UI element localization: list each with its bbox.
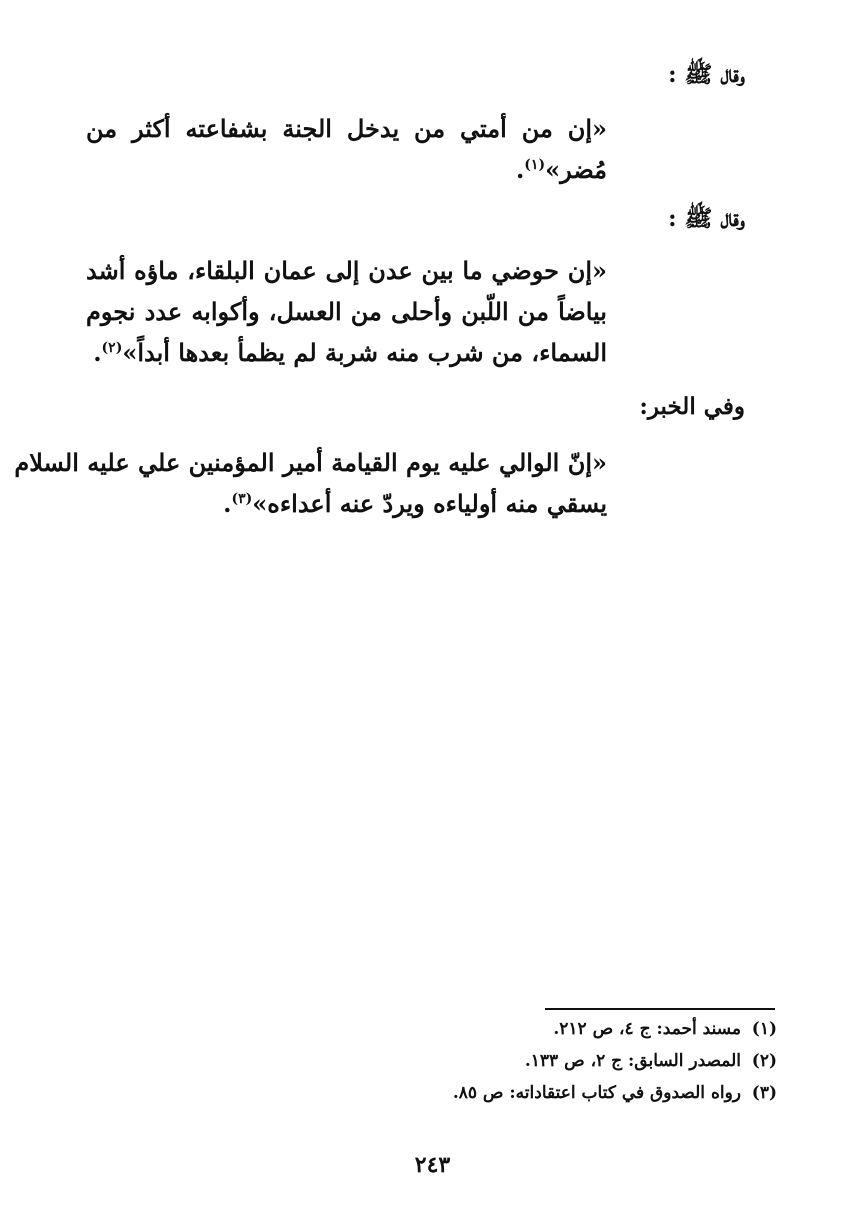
quote-block-3 bbox=[14, 442, 607, 524]
quote-line: «إن من أمتي من يدخل الجنة بشفاعته أكثر من bbox=[86, 114, 607, 143]
footnote-2 bbox=[525, 1050, 777, 1072]
quote-line-text: يسقي منه أولياءه ويردّ عنه أعداءه» bbox=[252, 489, 607, 518]
footnote-ref: (٢) bbox=[101, 340, 123, 356]
page-number: ٢٤٣ bbox=[414, 1152, 451, 1178]
footnote-ref: (٣) bbox=[231, 491, 253, 507]
quote-line: بياضاً من اللّبن وأحلى من العسل، وأكوابه عدد نجوم bbox=[86, 297, 607, 326]
quote-line: «إنّ الوالي عليه يوم القيامة أمير المؤمنين علي عليه السلام bbox=[14, 448, 607, 477]
intro-heading-1: وقال ﷺ : bbox=[668, 61, 745, 88]
footnote-1 bbox=[553, 1018, 777, 1040]
footnote-divider bbox=[545, 1008, 775, 1010]
period: . bbox=[223, 489, 232, 518]
footnote-text: مسند أحمد: ج ٤، ص ٢١٢. bbox=[553, 1019, 741, 1039]
footnote-text: المصدر السابق: ج ٢، ص ١٣٣. bbox=[524, 1051, 741, 1071]
quote-line: «إن حوضي ما بين عدن إلى عمان البلقاء، ماؤه أشد bbox=[86, 256, 607, 285]
quote-line-last bbox=[86, 149, 607, 190]
footnote-3 bbox=[453, 1082, 777, 1104]
footnote-text: رواه الصدوق في كتاب اعتقاداته: ص ٨٥. bbox=[452, 1083, 741, 1103]
footnote-ref: (١) bbox=[524, 157, 546, 173]
intro-heading-2: وقال ﷺ : bbox=[668, 205, 745, 232]
quote-line-text: مُضر» bbox=[545, 155, 607, 184]
quote-block-1 bbox=[86, 108, 607, 190]
footnote-number: (١) bbox=[751, 1019, 777, 1039]
quote-block-2 bbox=[86, 250, 607, 373]
period: . bbox=[515, 155, 525, 184]
footnote-number: (٢) bbox=[751, 1051, 777, 1071]
footnote-number: (٣) bbox=[751, 1083, 777, 1103]
quote-line-last bbox=[86, 332, 607, 373]
period: . bbox=[93, 338, 102, 367]
quote-line-text: السماء، من شرب منه شربة لم يظمأ بعدها أبداً» bbox=[122, 338, 607, 367]
quote-line-last bbox=[86, 483, 607, 524]
intro-heading-3: وفي الخبر: bbox=[639, 393, 745, 420]
